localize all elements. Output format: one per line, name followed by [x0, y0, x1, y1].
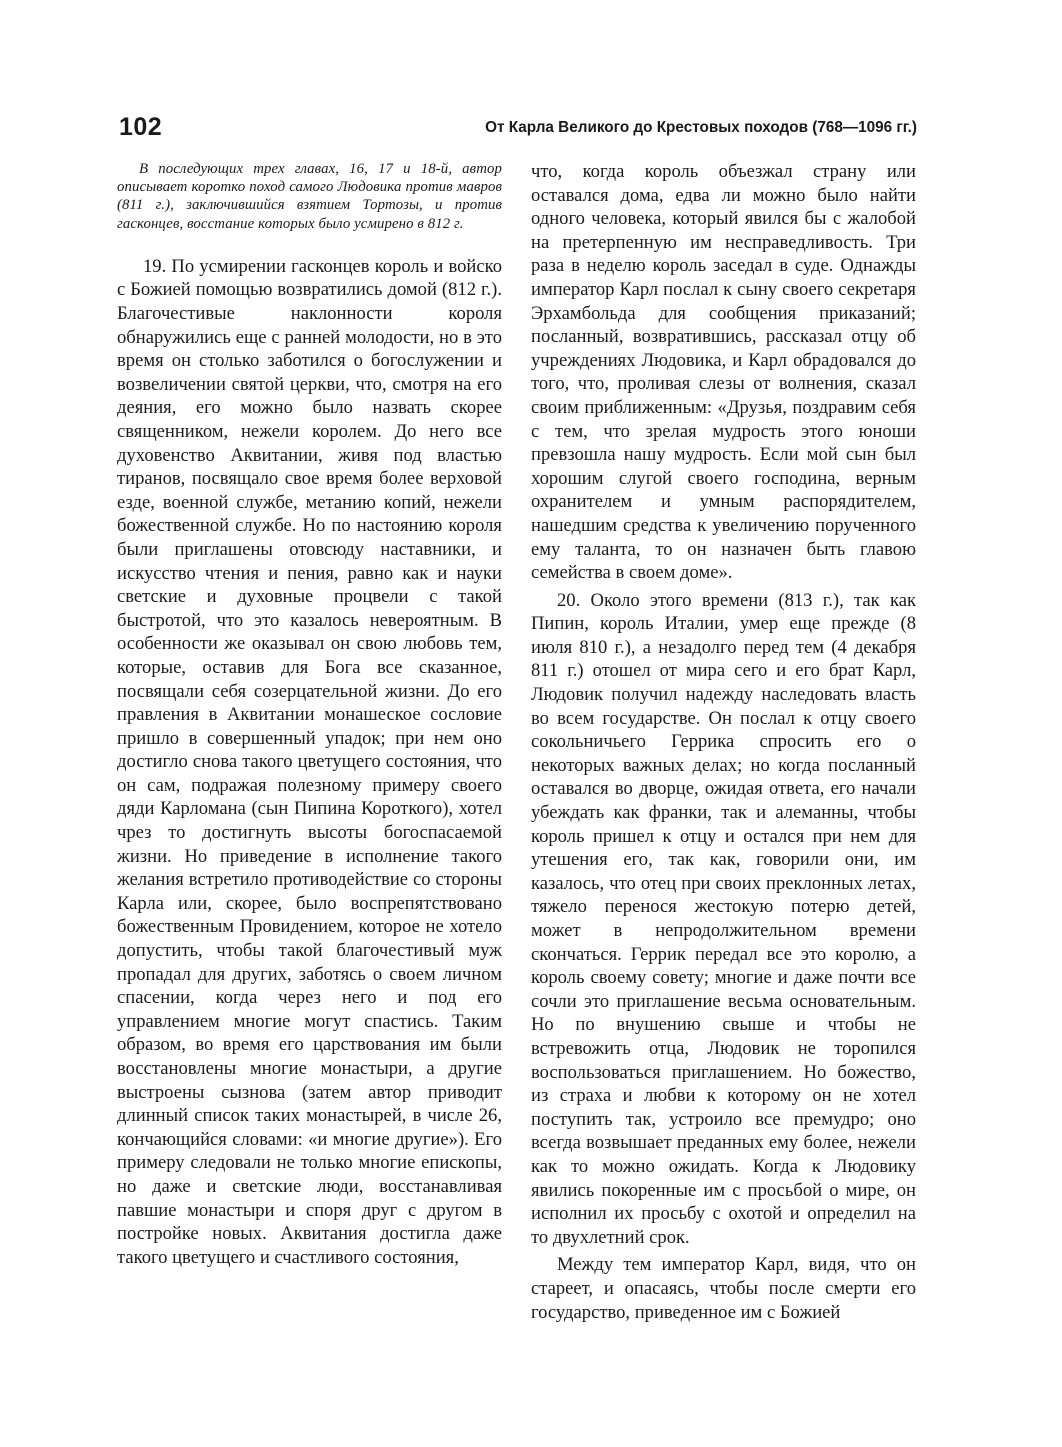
running-title: От Карла Великого до Крестовых походов (768—1096 гг.): [485, 119, 917, 136]
paragraph-21-start: Между тем император Карл, видя, что он стареет, и опасаясь, чтобы после смерти его государство, приведенное им с Божией: [531, 1254, 916, 1323]
left-column: [117, 160, 502, 1269]
paragraph-20: 20. Около этого времени (813 г.), так как Пипин, король Италии, умер еще прежде (8 июля 810 г.), а незадолго перед тем (4 декабря 811 г.) отошел от мира сего и его брат Карл, Людовик получил надежду наследовать власть во всем государстве. Он послал к отцу своего сокольничьего Геррика спросить его о некоторых важных делах; но когда посланный оставался во дворце, ожидая ответа, его начали убеждать как франки, так и алеманны, чтобы король пришел к отцу и остался при нем для утешения его, так как, говорили они, им казалось, что отец при своих преклонных летах, тяжело перенося жестокую потерю детей, может в непродолжительном времени скончаться. Геррик передал все это королю, а король своему совету; многие и даже почти все сочли это приглашение весьма основательным. Но по внушению свыше и чтобы не встревожить отца, Людовик не торопился воспользоваться приглашением. Но божество, из страха и любви к которому он не хотел поступить так, устроило все премудро; оно всегда возвышает преданных ему более, нежели как то можно ожидать. Когда к Людовику явились покоренные им с просьбой о мире, он исполнил их просьбу с охотой и определил на то двухлетний срок.: [531, 589, 916, 1248]
paragraph-19: 19. По усмирении гасконцев король и войско с Божией помощью возвратились домой (812 г.). Благочестивые наклонности короля обнаружились еще с ранней молодости, но в это время он столько заботился о богослужении и возвеличении святой церкви, что, смотря на его деяния, его можно было назвать скорее священником, нежели королем. До него все духовенство Аквитании, живя под властью тиранов, посвящало свое время более верховой езде, военной службе, метанию копий, нежели божественной службе. Но по настоянию короля были приглашены отовсюду наставники, и искусство чтения и пения, равно как и науки светские и духовные процвели с такой быстротой, что это казалось невероятным. В особенности же оказывал он свою любовь тем, которые, оставив для Бога все сказанное, посвящали себя созерцательной жизни. До его правления в Аквитании монашеское сословие пришло в совершенный упадок; при нем оно достигло снова такого цветущего состояния, что он сам, подражая полезному примеру своего дяди Карломана (сын Пипина Короткого), хотел чрез то достигнуть высоты богоспасаемой жизни. Но приведение в исполнение такого желания встретило противодействие со стороны Карла или, скорее, было воспрепятствовано божественным Провидением, которое не хотело допустить, чтобы такой благочестивый муж пропадал для других, заботясь о своем личном спасении, когда через него и под его управлением многие могут спастись. Таким образом, во время его царствования им были восстановлены многие монастыри, а другие выстроены сызнова (затем автор приводит длинный список таких монастырей, в числе 26, кончающийся словами: «и многие другие»). Его примеру следовали не только многие епископы, но даже и светские люди, восстанавливая павшие монастыри и споря друг с другом в постройке новых. Аквитания достигла даже такого цветущего и счастливого состояния,: [117, 255, 502, 1268]
right-column: [531, 160, 916, 1324]
paragraph-19-continued: что, когда король объезжал страну или оставался дома, едва ли можно было найти одного человека, который явился бы с жалобой на претерпенную им несправедливость. Три раза в неделю король заседал в суде. Однажды император Карл послал к сыну своего секретаря Эрхамбольда для сообщения приказаний; посланный, возвратившись, рассказал отцу об учреждениях Людовика, и Карл обрадовался до того, что, проливая слезы от волнения, сказал своим приближенным: «Друзья, поздравим себя с тем, что зрелая мудрость этого юноши превзошла нашу мудрость. Если мой сын был хорошим слугой своего господина, верным охранителем и умным распорядителем, нашедшим средства к увеличению порученного ему таланта, то он назначен быть главою семейства в своем доме».: [531, 161, 916, 584]
editor-note: В последующих трех главах, 16, 17 и 18-й, автор описывает коротко поход самого Людовика против мавров (811 г.), заключившийся взятием Тортозы, и против гасконцев, восстание которых было усмирено в 812 г.: [117, 161, 502, 232]
page-number: 102: [119, 113, 163, 141]
